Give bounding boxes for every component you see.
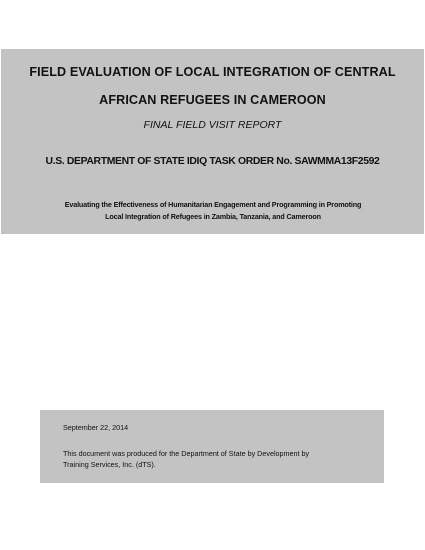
report-subtitle: FINAL FIELD VISIT REPORT — [143, 119, 282, 131]
production-note — [63, 448, 363, 470]
publication-info-panel — [40, 410, 384, 483]
report-title-line-2: AFRICAN REFUGEES IN CAMEROON — [99, 93, 326, 107]
report-purpose — [17, 199, 409, 223]
production-note-line-1: This document was produced for the Department of State by Development by — [63, 449, 310, 458]
cover-title-panel — [1, 49, 424, 234]
report-title-line-1: FIELD EVALUATION OF LOCAL INTEGRATION OF CENTRAL — [29, 65, 396, 79]
report-purpose-line-1: Evaluating the Effectiveness of Humanitarian Engagement and Programming in Promoting — [64, 200, 362, 209]
publication-date: September 22, 2014 — [63, 423, 129, 432]
task-order-heading: U.S. DEPARTMENT OF STATE IDIQ TASK ORDER No. SAWMMA13F2592 — [45, 156, 380, 167]
report-purpose-line-2: Local Integration of Refugees in Zambia, Tanzania, and Cameroon — [105, 212, 321, 221]
production-note-line-2: Training Services, Inc. (dTS). — [63, 460, 156, 469]
